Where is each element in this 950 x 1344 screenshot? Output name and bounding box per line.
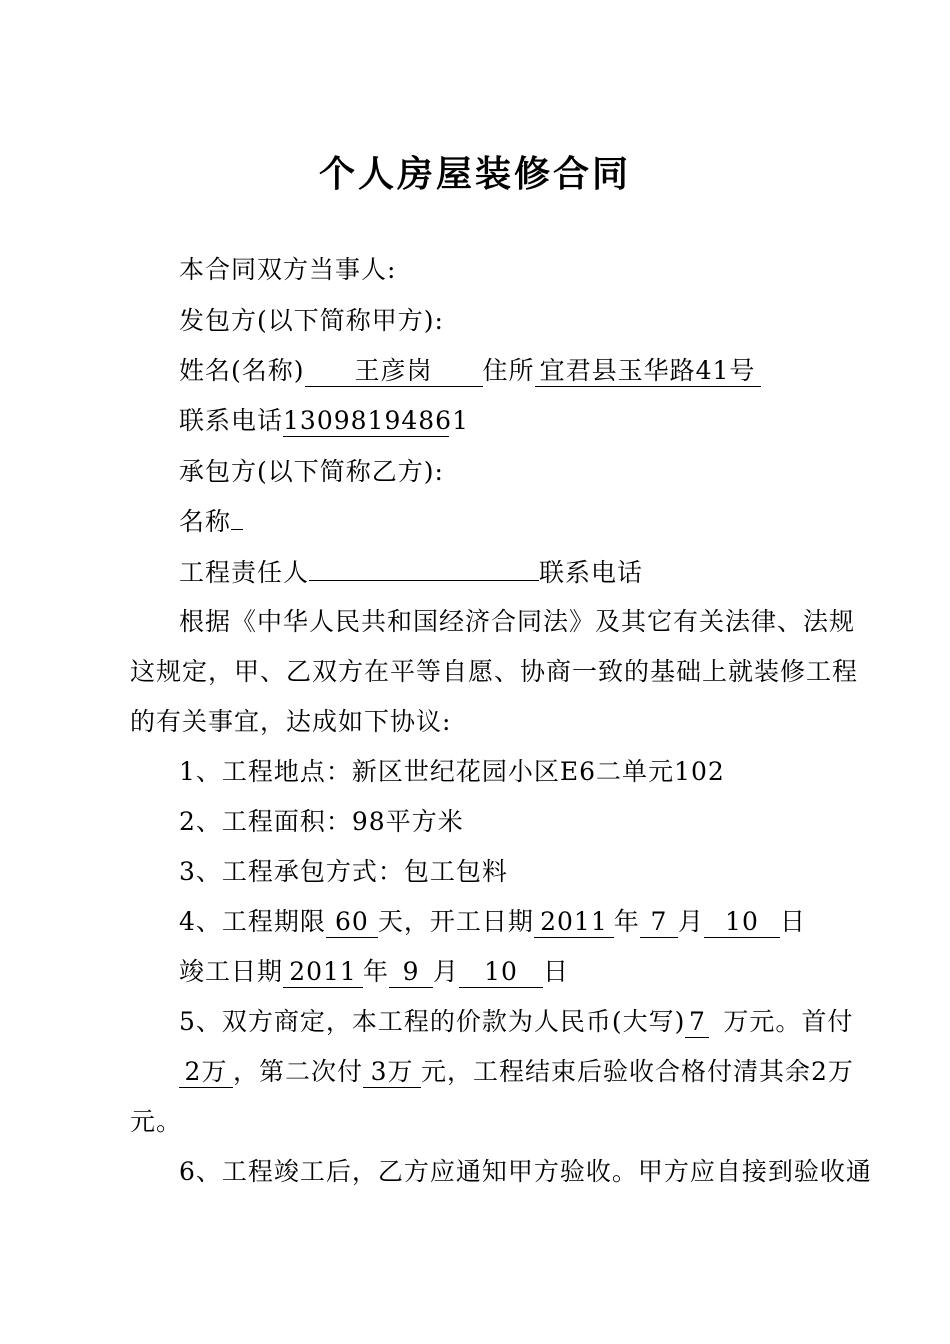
days-unit: 天，开工日期 bbox=[377, 907, 534, 936]
document-title: 个人房屋装修合同 bbox=[318, 153, 631, 195]
preamble-line-3: 的有关事宜，达成如下协议: bbox=[130, 707, 452, 736]
start-year: 2011 bbox=[534, 907, 614, 938]
preamble-line-1: 根据《中华人民共和国经济合同法》及其它有关法律、法规 bbox=[179, 607, 856, 636]
clause-5-line-2 bbox=[179, 1055, 859, 1089]
month-unit: 月 bbox=[677, 907, 704, 936]
day-unit: 日 bbox=[779, 907, 806, 936]
total-price: 7 bbox=[685, 1007, 709, 1038]
second-payment-label: ，第二次付 bbox=[233, 1057, 364, 1086]
end-month-unit: 月 bbox=[433, 957, 460, 986]
party-a-address-value: 宜君县玉华路41号 bbox=[535, 356, 761, 387]
end-year: 2011 bbox=[283, 957, 363, 988]
clause-5-line-1 bbox=[179, 1005, 859, 1039]
clause-4-line-1 bbox=[179, 905, 859, 939]
end-year-unit: 年 bbox=[363, 957, 390, 986]
clause-3: 3、工程承包方式：包工包料 bbox=[179, 857, 508, 886]
clause-5-tail: 元，工程结束后验收合格付清其余2万 bbox=[421, 1057, 854, 1086]
start-month: 7 bbox=[640, 907, 678, 938]
preamble-line-2: 这规定，甲、乙双方在平等自愿、协商一致的基础上就装修工程 bbox=[130, 657, 859, 686]
clause-2: 2、工程面积：98平方米 bbox=[179, 807, 464, 836]
parties-intro: 本合同双方当事人: bbox=[179, 255, 397, 284]
party-b-manager-line bbox=[179, 556, 859, 590]
clause-5-prefix: 5、双方商定，本工程的价款为人民币(大写) bbox=[179, 1007, 686, 1036]
party-a-phone-line bbox=[179, 404, 859, 438]
end-date-label: 竣工日期 bbox=[179, 957, 284, 986]
clause-6: 6、工程竣工后，乙方应通知甲方验收。甲方应自接到验收通 bbox=[179, 1157, 872, 1186]
end-day: 10 bbox=[459, 957, 543, 988]
end-month: 9 bbox=[389, 957, 433, 988]
party-a-heading: 发包方(以下简称甲方): bbox=[179, 306, 444, 335]
end-day-unit: 日 bbox=[543, 957, 570, 986]
address-label: 住所 bbox=[482, 356, 535, 385]
party-b-heading: 承包方(以下简称乙方): bbox=[179, 457, 444, 486]
party-b-name-value bbox=[231, 529, 243, 530]
clause-5-line-3: 元。 bbox=[130, 1107, 183, 1136]
name-label: 姓名(名称) bbox=[179, 356, 305, 385]
year-unit: 年 bbox=[613, 907, 640, 936]
phone-label: 联系电话 bbox=[179, 406, 284, 435]
party-a-name-line bbox=[179, 354, 859, 388]
party-b-phone-label: 联系电话 bbox=[539, 558, 644, 587]
manager-value bbox=[309, 580, 539, 581]
clause-4-prefix: 4、工程期限 bbox=[179, 907, 326, 936]
first-payment: 2万 bbox=[179, 1057, 233, 1088]
party-b-name-line bbox=[179, 505, 859, 539]
party-a-phone-value: 13098194861 bbox=[283, 406, 469, 435]
party-b-name-label: 名称 bbox=[179, 507, 232, 536]
manager-label: 工程责任人 bbox=[179, 558, 310, 587]
duration-days: 60 bbox=[326, 907, 378, 938]
party-a-name-value: 王彦岗 bbox=[305, 356, 483, 387]
clause-4-line-2 bbox=[179, 955, 859, 989]
start-day: 10 bbox=[704, 907, 780, 938]
total-unit: 万元。首付 bbox=[723, 1007, 854, 1036]
second-payment: 3万 bbox=[363, 1057, 421, 1088]
clause-1: 1、工程地点：新区世纪花园小区E6二单元102 bbox=[179, 757, 725, 786]
